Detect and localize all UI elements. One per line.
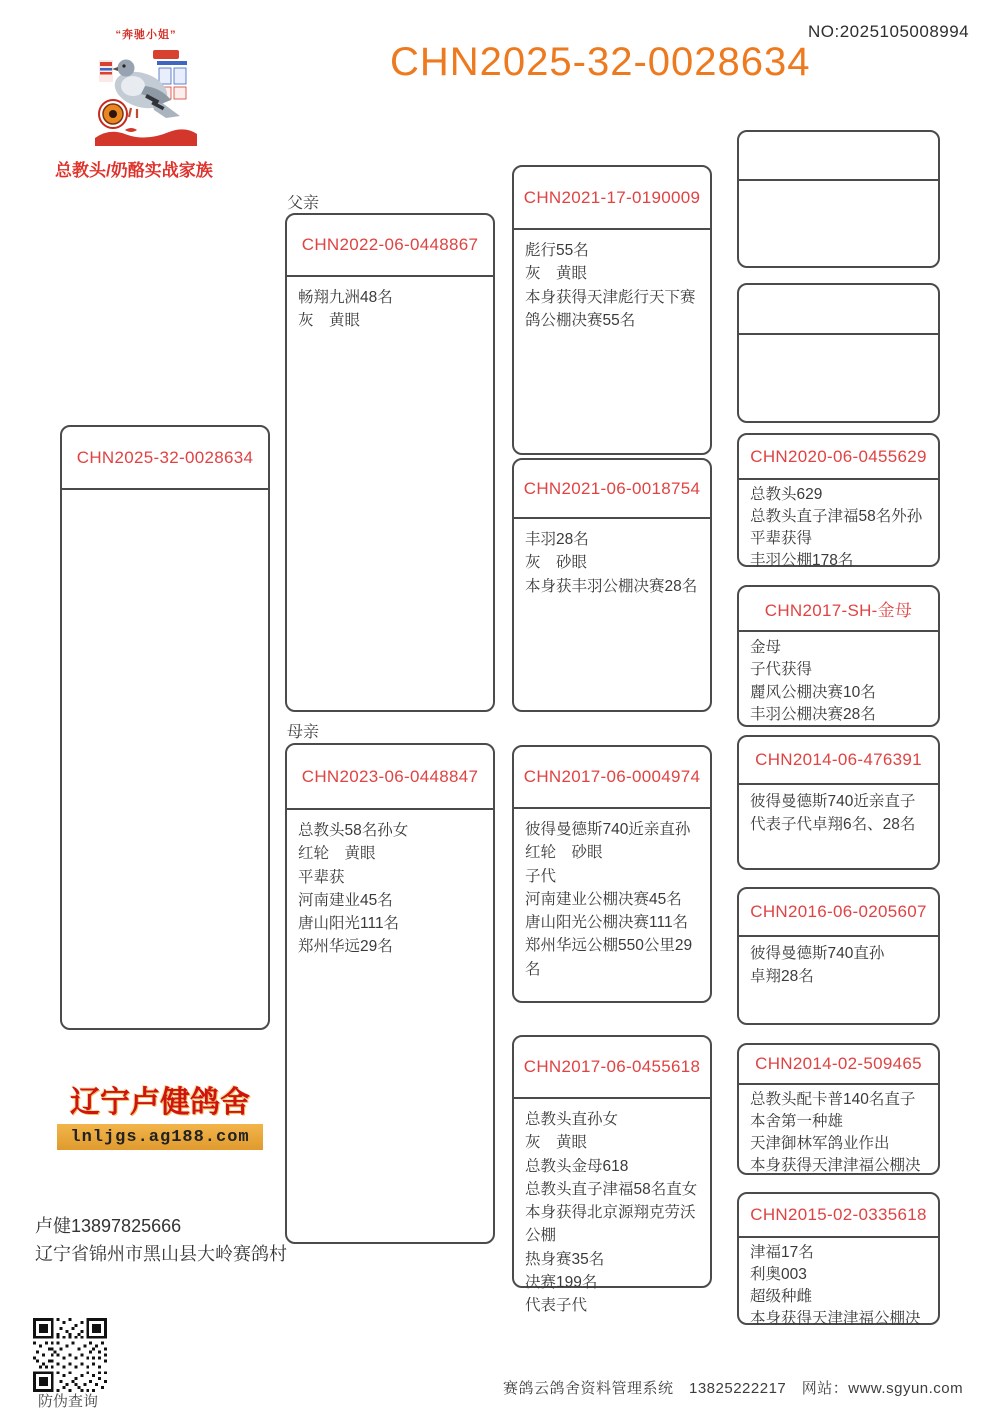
pedigree-details: 总教头直孙女 灰 黄眼 总教头金母618 总教头直子津福58名直女 本身获得北京源翔克劳沃公棚 热身赛35名 决赛199名 代表子代 xyxy=(525,1111,698,1314)
pedigree-box-great-grandparent-7 xyxy=(737,1043,940,1175)
loft-contact-phone: 卢健13897825666 xyxy=(35,1216,182,1236)
pedigree-box-father xyxy=(285,213,495,712)
pedigree-details: 畅翔九洲48名 灰 黄眼 xyxy=(298,289,393,330)
loft-website: lnljgs.ag188.com xyxy=(57,1124,263,1150)
ring-number: CHN2017-06-0455618 xyxy=(514,1037,710,1099)
pedigree-box-grandmother-maternal xyxy=(512,1035,712,1314)
pedigree-details: 总教头629 总教头直子津福58名外孙 平辈获得 丰羽公棚178名 xyxy=(750,486,923,569)
ring-number: CHN2017-SH-金母 xyxy=(739,587,938,632)
pedigree-box-great-grandparent-2 xyxy=(737,283,940,423)
ring-number: CHN2025-32-0028634 xyxy=(62,427,268,490)
footer-system-info: 赛鸽云鸽舍资料管理系统 13825222217 网站：www.sgyun.com xyxy=(503,1380,964,1397)
pedigree-box-great-grandparent-3 xyxy=(737,433,940,567)
ring-number: CHN2021-06-0018754 xyxy=(514,460,710,519)
pedigree-details xyxy=(739,181,938,190)
ring-number: CHN2022-06-0448867 xyxy=(287,215,493,277)
pedigree-details: 彼得曼德斯740直孙 卓翔28名 xyxy=(750,945,885,986)
father-generation-label: 父亲 xyxy=(287,195,320,212)
ring-number: CHN2014-06-476391 xyxy=(739,737,938,785)
pedigree-box-subject xyxy=(60,425,270,1030)
pedigree-box-great-grandparent-8 xyxy=(737,1192,940,1325)
ring-number: CHN2021-17-0190009 xyxy=(514,167,710,230)
page-title: CHN2025-32-0028634 xyxy=(390,40,811,84)
loft-address: 辽宁省锦州市黑山县大岭赛鸽村 xyxy=(35,1244,287,1264)
ring-number: CHN2014-02-509465 xyxy=(739,1045,938,1085)
ring-number: CHN2016-06-0205607 xyxy=(739,889,938,937)
pedigree-details: 彼得曼德斯740近亲直子 代表子代卓翔6名、28名 xyxy=(750,793,916,834)
pigeon-logo-icon xyxy=(95,42,197,146)
pedigree-details: 金母 子代获得 麗风公棚决赛10名 丰羽公棚决赛28名 xyxy=(750,639,876,724)
ring-number: CHN2017-06-0004974 xyxy=(514,747,710,809)
pedigree-details: 总教头配卡普140名直子 本舍第一种雄 天津御林军鸽业作出 本身获得天津津福公棚决 xyxy=(750,1091,921,1174)
ring-number: CHN2023-06-0448847 xyxy=(287,745,493,810)
pedigree-details: 彪行55名 灰 黄眼 本身获得天津彪行天下赛鸽公棚决赛55名 xyxy=(525,242,696,329)
pedigree-box-great-grandparent-6 xyxy=(737,887,940,1025)
logo-caption: “奔驰小姐” xyxy=(115,29,177,41)
pedigree-box-great-grandparent-1 xyxy=(737,130,940,268)
pedigree-box-great-grandparent-5 xyxy=(737,735,940,870)
certificate-number: NO:2025105008994 xyxy=(808,22,970,41)
pedigree-box-grandmother-paternal xyxy=(512,458,712,712)
qr-code-label: 防伪查询 xyxy=(38,1393,99,1410)
pedigree-details: 津福17名 利奥003 超级种雌 本身获得天津津福公棚决 xyxy=(750,1244,921,1327)
pedigree-box-mother xyxy=(285,743,495,1244)
pedigree-details xyxy=(739,335,938,344)
pedigree-box-grandfather-maternal xyxy=(512,745,712,1003)
mother-generation-label: 母亲 xyxy=(287,724,320,741)
ring-number: CHN2015-02-0335618 xyxy=(739,1194,938,1238)
pedigree-details: 彼得曼德斯740近亲直孙 红轮 砂眼 子代 河南建业公棚决赛45名 唐山阳光公棚决赛111名 郑州华远公棚550公里29名 xyxy=(525,821,693,978)
anti-counterfeit-qr-code xyxy=(33,1318,107,1392)
pedigree-details xyxy=(62,490,268,499)
loft-logo xyxy=(95,26,197,148)
pedigree-box-great-grandparent-4 xyxy=(737,585,940,727)
ring-number xyxy=(739,285,938,335)
pedigree-details: 丰羽28名 灰 砂眼 本身获丰羽公棚决赛28名 xyxy=(525,531,698,595)
pedigree-box-grandfather-paternal xyxy=(512,165,712,455)
ring-number xyxy=(739,132,938,181)
family-strain-label: 总教头/奶酪实战家族 xyxy=(55,161,213,180)
loft-name: 辽宁卢健鸽舍 xyxy=(70,1086,250,1119)
pedigree-details: 总教头58名孙女 红轮 黄眼 平辈获 河南建业45名 唐山阳光111名 郑州华远29名 xyxy=(298,822,409,956)
ring-number: CHN2020-06-0455629 xyxy=(739,435,938,480)
loft-banner xyxy=(57,1083,263,1150)
